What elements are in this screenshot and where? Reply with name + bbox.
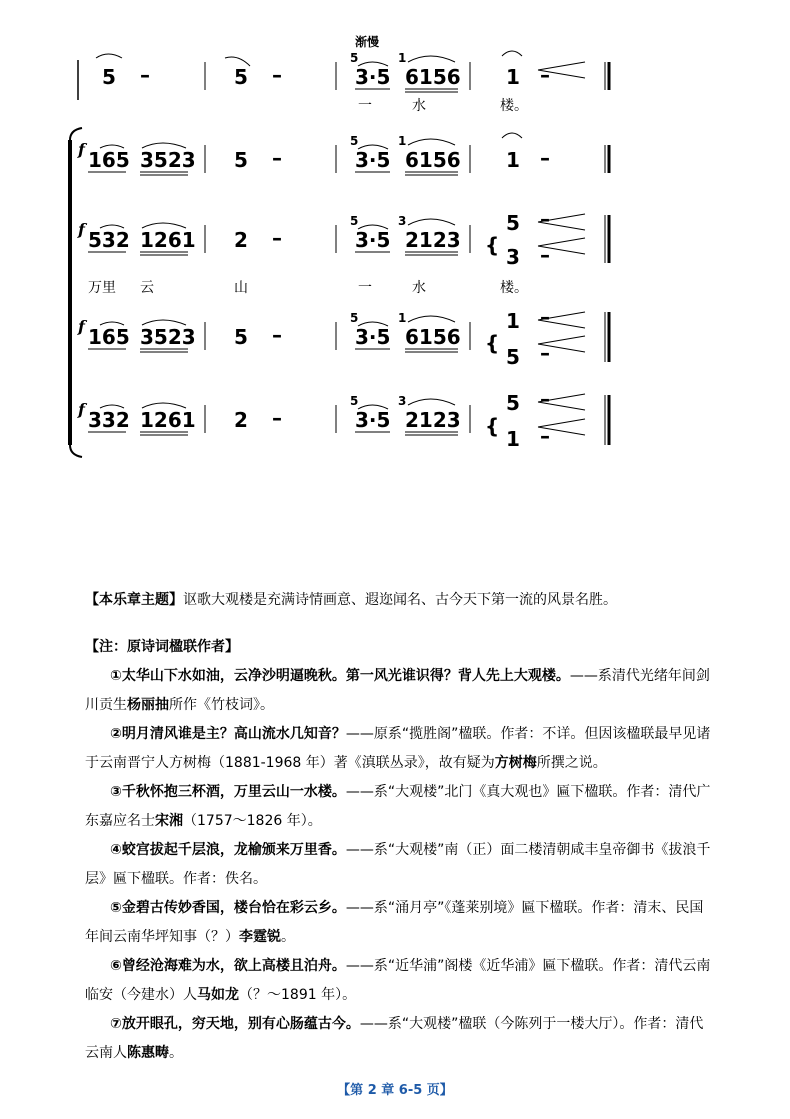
s1-m2: 5 (234, 65, 248, 89)
lyric: 一 (358, 280, 372, 296)
dash: – (540, 305, 550, 329)
note-quote: ④蛟宫拔起千层浪，龙榆颁来万里香。 (110, 842, 346, 858)
dash: – (272, 146, 282, 170)
note-text: 。 (169, 1045, 183, 1061)
lyric: 一 (358, 98, 372, 114)
note-item (85, 1010, 715, 1068)
note-text: ——系清代光绪年间剑川贡生 (85, 668, 710, 713)
note-quote: ⑥曾经沧海难为水，欲上高楼且泊舟。 (110, 958, 346, 974)
staff-a-m1b: 3523 (140, 148, 196, 172)
grace-note: 1 (398, 311, 407, 325)
lyric: 云 (140, 280, 154, 296)
grace-note: 5 (350, 311, 359, 325)
grace-note: 5 (350, 394, 359, 408)
note-item (85, 778, 715, 836)
staff-d-m3a: 3·5 (355, 408, 391, 432)
grace-note: 5 (350, 51, 359, 65)
dash: – (540, 387, 550, 411)
note-text: （？～1891 年）。 (239, 987, 357, 1003)
staff-b-m4-top: 5 (506, 211, 520, 235)
staff-b-m1a: 532 (88, 228, 130, 252)
staff-b-m2: 2 (234, 228, 248, 252)
lyrics-line (88, 279, 528, 296)
dash: – (540, 424, 550, 448)
system-1 (96, 51, 609, 114)
lyric: 万里 (88, 280, 116, 296)
dash: – (540, 341, 550, 365)
note-text: ——原系“揽胜阁”楹联。作者：不详。但因该楹联最早见诸于云南晋宁人方树梅（1881-1968 年）著《滇联丛录》，故有疑为 (85, 726, 711, 771)
note-item (85, 952, 715, 1010)
staff-c-m3b: 6156 (405, 325, 461, 349)
grace-note: 1 (398, 134, 407, 148)
theme-text: 讴歌大观楼是充满诗情画意、遐迩闻名、古今天下第一流的风景名胜。 (183, 592, 617, 608)
note-text: 所作《竹枝词》。 (169, 697, 274, 713)
grace-note: 3 (398, 394, 407, 408)
staff-a-m4: 1 (506, 148, 520, 172)
lyric: 山 (234, 280, 248, 296)
note-author: 方树梅 (494, 755, 537, 771)
staff-a-m3a: 3·5 (355, 148, 391, 172)
staff-d-m4-bottom: 1 (506, 427, 520, 451)
staff-c-m1a: 165 (88, 325, 130, 349)
note-text: （1757～1826 年）。 (183, 813, 322, 829)
s1-m3b: 6156 (405, 65, 461, 89)
tempo-mark: 渐慢 (355, 35, 380, 49)
lyric: 楼。 (500, 280, 528, 296)
dash: – (540, 207, 550, 231)
dynamic-mark: f (78, 317, 85, 336)
staff-c-m2: 5 (234, 325, 248, 349)
staff-c-m3a: 3·5 (355, 325, 391, 349)
staff-d-m2: 2 (234, 408, 248, 432)
dash: – (272, 63, 282, 87)
note-quote: ③千秋怀抱三杯酒，万里云山一水楼。 (110, 784, 346, 800)
brace: { (485, 233, 500, 257)
note-text: ——系“大观楼”楹联（今陈列于一楼大厅）。作者：清代云南人 (85, 1016, 704, 1061)
staff-c-m4-top: 1 (506, 309, 520, 333)
staff-a-m2: 5 (234, 148, 248, 172)
staff-d-m4-top: 5 (506, 391, 520, 415)
lyric: 楼。 (500, 98, 528, 114)
dynamic-mark: f (78, 140, 85, 159)
staff-d-m1a: 332 (88, 408, 130, 432)
fermata-icon (502, 133, 522, 138)
dash: – (540, 243, 550, 267)
lyric: 水 (412, 280, 426, 296)
note-quote: ②明月清风谁是主？高山流水几知音？ (110, 726, 346, 742)
note-item (85, 720, 715, 778)
dynamic-mark: f (78, 400, 85, 419)
note-text: ——系“大观楼”北门《真大观也》匾下楹联。作者：清代广东嘉应名士 (85, 784, 711, 829)
note-quote: ⑦放开眼孔，穷天地，别有心肠蕴古今。 (110, 1016, 360, 1032)
note-text: ——系“近华浦”阁楼《近华浦》匾下楹联。作者：清代云南临安（今建水）人 (85, 958, 711, 1003)
brace: { (485, 414, 500, 438)
note-quote: ①太华山下水如油，云净沙明逼晚秋。第一风光谁识得？背人先上大观楼。 (110, 668, 570, 684)
dash: – (272, 323, 282, 347)
note-quote: ⑤金碧古传妙香国，楼台恰在彩云乡。 (110, 900, 346, 916)
theme-heading: 【本乐章主题】 (85, 592, 183, 608)
dynamic-mark: f (78, 220, 85, 239)
note-author: 杨丽抽 (127, 697, 169, 713)
dash: – (540, 63, 550, 87)
staff-c-m4-bottom: 5 (506, 345, 520, 369)
staff-b-m4-bottom: 3 (506, 245, 520, 269)
staff-b-m3a: 3·5 (355, 228, 391, 252)
note-text: ——系“大观楼”南（正）面二楼清朝咸丰皇帝御书《拔浪千层》匾下楹联。作者：佚名。 (85, 842, 711, 887)
dash: – (140, 63, 150, 87)
dash: – (272, 406, 282, 430)
note-author: 宋湘 (155, 813, 183, 829)
lyric: 水 (412, 98, 426, 114)
note-item (85, 836, 715, 894)
s1-m1: 5 (102, 65, 116, 89)
note-author: 马如龙 (197, 987, 239, 1003)
grace-note: 3 (398, 214, 407, 228)
staff-c-m1b: 3523 (140, 325, 196, 349)
jianpu-score (0, 0, 790, 470)
grace-note: 5 (350, 214, 359, 228)
dash: – (272, 226, 282, 250)
note-text: 。 (281, 929, 295, 945)
staff-b (77, 207, 609, 269)
note-author: 李霆锐 (239, 929, 281, 945)
staff-d (77, 387, 609, 451)
page-footer: 【第 2 章 6-5 页】 (337, 1083, 453, 1098)
grace-note: 5 (350, 134, 359, 148)
staff-d-m3b: 2123 (405, 408, 461, 432)
staff-a-m3b: 6156 (405, 148, 461, 172)
grace-note: 1 (398, 51, 407, 65)
note-author: 陈惠畴 (127, 1045, 169, 1061)
theme-paragraph (85, 586, 715, 615)
note-text: 所撰之说。 (536, 755, 607, 771)
staff-b-m3b: 2123 (405, 228, 461, 252)
notes-list (85, 662, 715, 1068)
staff-d-m1b: 1261 (140, 408, 196, 432)
note-item (85, 662, 715, 720)
note-text: ——系“涌月亭”《蓬莱别境》匾下楹联。作者：清末、民国年间云南华坪知事（？） (85, 900, 704, 945)
fermata-icon (502, 51, 522, 56)
note-item (85, 894, 715, 952)
s1-m4: 1 (506, 65, 520, 89)
staff-a-m1a: 165 (88, 148, 130, 172)
staff-b-m1b: 1261 (140, 228, 196, 252)
s1-m3a: 3·5 (355, 65, 391, 89)
notes-section (85, 586, 715, 1068)
staff-a (77, 133, 609, 175)
staff-c (77, 305, 609, 369)
brace: { (485, 331, 500, 355)
notes-heading: 【注：原诗词楹联作者】 (85, 639, 239, 655)
dash: – (540, 146, 550, 170)
